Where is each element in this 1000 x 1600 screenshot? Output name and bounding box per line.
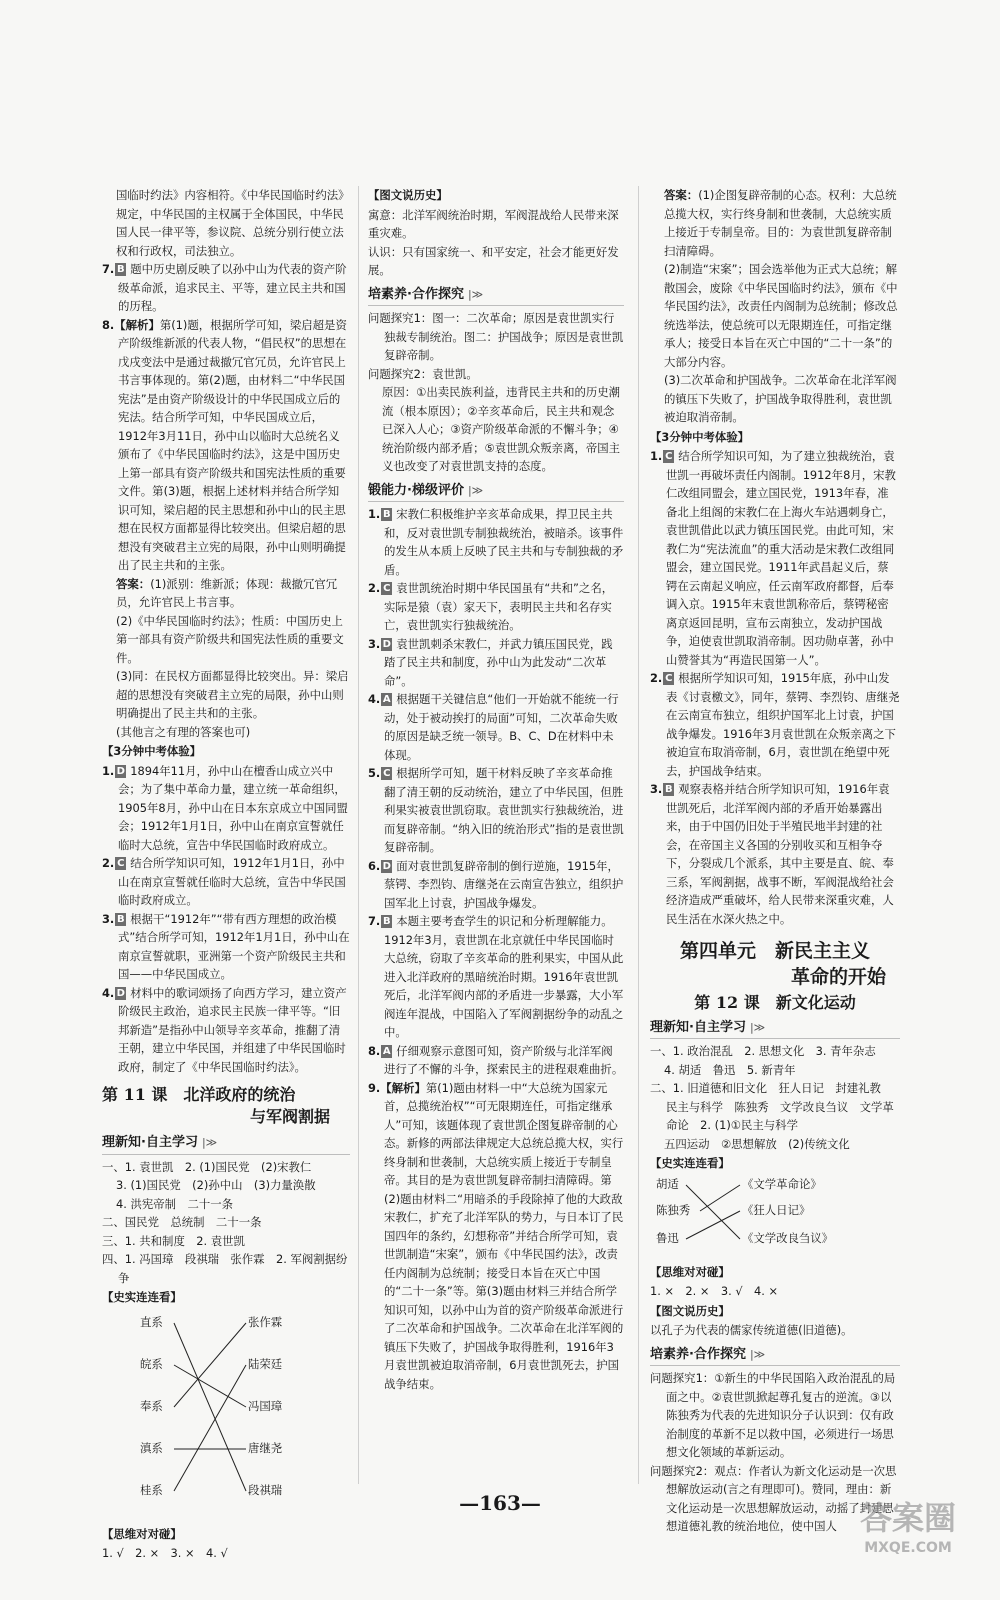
section-heading: 培素养·合作探究 |≫ bbox=[368, 286, 624, 307]
answer-line: 一、1. 政治混乱 2. 思想文化 3. 青年杂志 bbox=[650, 1044, 876, 1058]
section-heading: 锻能力·梯级评价 |≫ bbox=[368, 482, 624, 503]
column-middle bbox=[368, 186, 624, 1393]
lesson-title: 第 11 课 北洋政府的统治 与军阀割据 bbox=[102, 1085, 330, 1126]
answer-item: 7. B 本题主要考查学生的识记和分析理解能力。1912年3月，袁世凯在北京就任中华民国临时大总统，窃取了辛亥革命的胜利果实，中国从此进入北洋政府的黑暗统治时期。1916年袁世凯死后，北洋军阀内部的矛盾进一步暴露，大小军阀连年混战，中国陷入了军阀割据纷争的动乱之中。 bbox=[368, 914, 624, 1039]
answer-badge: B bbox=[116, 264, 125, 275]
answer-badge: C bbox=[665, 673, 673, 684]
column-divider bbox=[358, 186, 359, 1484]
match-left-item: 陈独秀 bbox=[656, 1202, 691, 1217]
answer-text: (3)同：在民权方面都显得比较突出。异：梁启超的思想没有突破君主立宪的局限，孙中山则明确提出了民主共和的主张。 bbox=[116, 669, 349, 720]
answer-text: 答案：(1)企图复辟帝制的心态。权利：大总统总揽大权，实行终身制和世袭制，大总统实质上接近于专制皇帝。目的：为袁世凯复辟帝制扫清障碍。 bbox=[664, 188, 897, 258]
answer-badge: A bbox=[382, 1045, 391, 1057]
paragraph: 问题探究1：图一：二次革命；原因是袁世凯实行独裁专制统治。图二：护国战争；原因是袁世凯复辟帝制。 bbox=[368, 311, 624, 362]
match-left-item: 桂系 bbox=[140, 1482, 163, 1497]
paragraph: 问题探究2：观点：作者认为新文化运动是一次思想解放运动(言之有理即可)。赞同，理由：新文化运动是一次思想解放运动，动摇了封建思想道德礼教的统治地位，使中国人 bbox=[650, 1463, 897, 1533]
paragraph: 问题探究1：①新生的中华民国陷入政治混乱的局面之中。②袁世凯掀起尊孔复古的逆流。③以陈独秀为代表的先进知识分子认识到：仅有政治制度的革新不足以救中国，必须进行一场思想文化领域的革新运动。 bbox=[650, 1371, 896, 1459]
matching-diagram bbox=[102, 1311, 350, 1521]
paragraph: 原因：①出卖民族利益，违背民主共和的历史潮流（根本原因）；②辛亥革命后，民主共和观念已深入人心；③资产阶级革命派的不懈斗争；④统治阶级内部矛盾；⑤袁世凯众叛亲离，帝国主义也改变了对袁世凯支持的态度。 bbox=[382, 385, 621, 473]
answer-item: 2. C 结合所学知识可知，1912年1月1日，孙中山在南京宣誓就任临时大总统，宣告中华民国临时政府成立。 bbox=[102, 856, 346, 907]
match-left-item: 奉系 bbox=[140, 1398, 163, 1413]
answer-line: 4. 洪宪帝制 二十一条 bbox=[116, 1196, 234, 1211]
answer-line: 三、1. 共和制度 2. 袁世凯 bbox=[102, 1233, 245, 1248]
answer-line: 四、1. 冯国璋 段祺瑞 张作霖 2. 军阀割据纷争 bbox=[102, 1252, 348, 1285]
answer-badge: C bbox=[665, 451, 673, 462]
answer-line: 二、国民党 总统制 二十一条 bbox=[102, 1215, 262, 1229]
answer-badge: B bbox=[382, 916, 391, 927]
answer-badge: B bbox=[664, 784, 673, 795]
answer-item: 1. B 宋教仁积极维护辛亥革命成果，捍卫民主共和，反对袁世凯专制独裁统治，被暗杀。该事件的发生从本质上反映了民主共和与专制独裁的矛盾。 bbox=[368, 507, 624, 577]
answer-item: 6. D 面对袁世凯复辟帝制的倒行逆施，1915年，蔡锷、李烈钧、唐继尧在云南宣告独立，组织护国军北上讨袁，护国战争爆发。 bbox=[368, 858, 624, 910]
answer-item: 2. C 袁世凯统治时期中华民国虽有“共和”之名，实际是猿（袁）家天下，表明民主共和名存实亡，袁世凯实行独裁统治。 bbox=[368, 581, 614, 632]
answer-text: (2)制造“宋案”；国会选举他为正式大总统；解散国会，废除《中华民国临时约法》，颁布《中华民国约法》，改责任内阁制为总统制；修改总统选举法，使总统可以无限期连任，可指定继承人；接受日本旨在灭亡中国的“二十一条”的大部分内容。 bbox=[664, 262, 898, 369]
match-left-item: 皖系 bbox=[140, 1356, 163, 1371]
column-divider bbox=[638, 186, 639, 1484]
section-tag: 【史实连连看】 bbox=[102, 1290, 182, 1304]
answer-item: 2. C 根据所学知识可知，1915年底，孙中山发表《讨袁檄文》，同年，蔡锷、李烈钧、唐继尧在云南宣布独立，组织护国军北上讨袁，护国战争爆发。1916年3月袁世凯在众叛亲离之下被迫宣布取消帝制，6月，袁世凯在绝望中死去，护国战争结束。 bbox=[650, 671, 900, 778]
answer-item: 4. D 材料中的歌词颂扬了向西方学习，建立资产阶级民主政治，追求民主民族一律平等。“旧邦新造”是指孙中山领导辛亥革命，推翻了清王朝，建立中华民国，并组建了中华民国临时政府，制定了《中华民国临时约法》。 bbox=[102, 985, 347, 1074]
answer-item: 1. D 1894年11月，孙中山在檀香山成立兴中会；为了集中革命力量，建立统一革命组织，1905年8月，孙中山在日本东京成立中国同盟会；1912年1月1日，孙中山在南京宣誓就任临时大总统，宣告中华民国临时政府成立。 bbox=[102, 763, 348, 852]
match-right-item: 《文学革命论》 bbox=[742, 1176, 822, 1191]
match-right-item: 《狂人日记》 bbox=[742, 1202, 811, 1217]
match-left-item: 直系 bbox=[140, 1314, 163, 1329]
answer-item: 8. A 仔细观察示意图可知，资产阶级与北洋军阀进行了不懈的斗争，探索民主的进程艰难曲折。 bbox=[368, 1043, 624, 1076]
answer-item: 5. C 根据所学可知，题干材料反映了辛亥革命推翻了清王朝的反动统治，建立了中华民国，但胜利果实被袁世凯窃取。袁世凯实行独裁统治，进而复辟帝制。“纳入旧的统治形式”指的是袁世凯复辟帝制。 bbox=[368, 766, 624, 854]
section-tag: 【图文说历史】 bbox=[650, 1303, 730, 1318]
section-tag: 【图文说历史】 bbox=[368, 188, 448, 202]
answer-text: (其他言之有理的答案也可) bbox=[116, 724, 251, 739]
answer-line: 1. √ 2. × 3. × 4. √ bbox=[102, 1546, 228, 1560]
match-right-item: 段祺瑞 bbox=[248, 1482, 283, 1497]
match-right-item: 冯国璋 bbox=[248, 1398, 283, 1413]
match-right-item: 陆荣廷 bbox=[248, 1356, 283, 1371]
answer-item: 3. D 袁世凯刺杀宋教仁，并武力镇压国民党，践踏了民主共和制度，孙中山为此发动“二次革命”。 bbox=[368, 636, 613, 688]
answer-item: 3. B 观察表格并结合所学知识可知，1916年袁世凯死后，北洋军阀内部的矛盾开始暴露出来，由于中国仍旧处于半殖民地半封建的社会，在帝国主义各国的分别收买和互相争夺下，分裂成几个派系，其中主要是直、皖、奉三系，军阀割据，战事不断，军阀混战给社会经济造成严重破坏，给人民带来深重灾难，人民生活在水深火热之中。 bbox=[650, 782, 894, 926]
match-left-item: 鲁迅 bbox=[656, 1230, 679, 1245]
answer-line: 五四运动 ②思想解放 (2)传统文化 bbox=[664, 1136, 850, 1151]
lesson-title: 第 12 课 新文化运动 bbox=[694, 993, 856, 1012]
watermark-logo: 答案圈 MXQE.COM bbox=[859, 1499, 956, 1556]
answer-item: 9.【解析】第(1)题由材料一中“大总统为国家元首，总揽统治权”“可无限期连任，可指定继承人”可知，该题体现了袁世凯企图复辟帝制的心态。新修的两部法律规定大总统总揽大权，实行终身制和世袭制，大总统实质上接近于专制皇帝。其目的是为袁世凯复辟帝制扫清障碍。第(2)题由材料二“用暗杀的手段除掉了他的大政敌宋教仁，扩充了北洋军队的势力，与日本订了民国四年的条约，幻想称帝”并结合所学可知，袁世凯制造“宋案”，颁布《中华民国约法》，改责任内阁制为总统制；接受日本旨在灭亡中国的“二十一条”等。第(3)题由材料三并结合所学知识可知，以孙中山为首的资产阶级革命派进行了二次革命和护国战争。二次革命在北洋军阀的镇压下失败了，护国战争取得胜利，1916年3月袁世凯被迫取消帝制，6月袁世凯死去，护国战争结束。 bbox=[368, 1080, 624, 1391]
section-tag: 【3分钟中考体验】 bbox=[102, 744, 202, 758]
answer-badge: D bbox=[116, 987, 125, 999]
paragraph: 国临时约法》内容相符。《中华民国临时约法》规定，中华民国的主权属于全体国民，中华民国人民一律平等，参议院、总统分别行使立法权和行政权，司法独立。 bbox=[116, 188, 350, 258]
answer-badge: C bbox=[117, 858, 125, 869]
match-left-item: 胡适 bbox=[656, 1176, 679, 1191]
answer-badge: D bbox=[382, 638, 391, 650]
paragraph: 问题探究2：袁世凯。 bbox=[368, 366, 478, 381]
answer-item: 3. B 根据干“1912年”“带有西方理想的政治模式”结合所学可知，1912年1月1日，孙中山在南京宣誓就职，亚洲第一个资产阶级民主共和国——中华民国成立。 bbox=[102, 911, 350, 981]
paragraph: 以孔子为代表的儒家传统道德(旧道德)。 bbox=[650, 1323, 853, 1337]
match-right-item: 《文学改良刍议》 bbox=[742, 1230, 834, 1245]
column-left bbox=[102, 186, 350, 1563]
answer-line: 一、1. 袁世凯 2. (1)国民党 (2)宋教仁 bbox=[102, 1159, 312, 1174]
answer-badge: C bbox=[383, 768, 391, 779]
answer-item: 8.【解析】第(1)题，根据所学可知，梁启超是资产阶级维新派的代表人物，“倡民权”的思想在戊戌变法中是通过裁撤冗官冗员，允许官民上书言事体现的。第(2)题，由材料二“中华民国宪法”是由资产阶级设计的中华民国成立后的宪法。结合所学可知，中华民国成立后，1912年3月11日，孙中山以临时大总统名义颁布了《中华民国临时约法》，这是中国历史上第一部具有资产阶级共和国宪法性质的重要文件。第(3)题，根据上述材料并结合所学知识可知，梁启超的民主思想和孙中山的民主思想在民权方面都显得比较突出。但梁启超的思想没有突破君主立宪的局限，孙中山则明确提出了民主共和的主张。 bbox=[102, 317, 347, 572]
section-tag: 【3分钟中考体验】 bbox=[650, 429, 750, 444]
paragraph: 寓意：北洋军阀统治时期，军阀混战给人民带来深重灾难。 bbox=[368, 207, 619, 240]
section-heading: 理新知·自主学习 |≫ bbox=[102, 1134, 350, 1155]
answer-item: 7. B 题中历史剧反映了以孙中山为代表的资产阶级革命派，追求民主、平等，建立民主共和国的历程。 bbox=[102, 262, 347, 313]
match-right-item: 张作霖 bbox=[248, 1314, 283, 1329]
section-tag: 【思维对对碰】 bbox=[650, 1264, 730, 1279]
section-tag: 【史实连连看】 bbox=[650, 1156, 730, 1170]
answer-line: 3. (1)国民党 (2)孙中山 (3)力量涣散 bbox=[116, 1178, 316, 1192]
answer-badge: A bbox=[382, 694, 391, 705]
matching-diagram bbox=[650, 1175, 900, 1261]
answer-text: (3)二次革命和护国战争。二次革命在北洋军阀的镇压下失败了，护国战争取得胜利，袁世凯被迫取消帝制。 bbox=[664, 373, 897, 424]
answer-badge: D bbox=[382, 860, 391, 872]
answer-line: 1. × 2. × 3. √ 4. × bbox=[650, 1284, 779, 1298]
answer-badge: C bbox=[383, 583, 391, 594]
answer-badge: B bbox=[382, 509, 391, 520]
section-heading: 培素养·合作探究 |≫ bbox=[650, 1346, 900, 1367]
match-right-item: 唐继尧 bbox=[248, 1440, 283, 1455]
answer-badge: B bbox=[116, 913, 125, 925]
answer-item: 4. A 根据题干关键信息“他们一开始就不能统一行动，处于被动挨打的局面”可知，二次革命失败的原因是缺乏统一领导。B、C、D在材料中未体现。 bbox=[368, 692, 619, 762]
answer-line: 二、1. 旧道德和旧文化 狂人日记 封建礼教 民主与科学 陈独秀 文学改良刍议 文学革命论 2. (1)①民主与科学 bbox=[650, 1081, 894, 1132]
paragraph: 认识：只有国家统一、和平安定，社会才能更好发展。 bbox=[368, 244, 619, 277]
answer-text: (2)《中华民国临时约法》；性质：中国历史上第一部具有资产阶级共和国宪法性质的重要文件。 bbox=[116, 613, 344, 665]
page-number: —163— bbox=[459, 1491, 541, 1515]
column-right bbox=[650, 186, 900, 1536]
section-tag: 【思维对对碰】 bbox=[102, 1526, 182, 1541]
section-heading: 理新知·自主学习 |≫ bbox=[650, 1019, 900, 1040]
match-left-item: 滇系 bbox=[140, 1440, 163, 1455]
unit-title: 第四单元 新民主主义 革命的开始 bbox=[679, 940, 886, 988]
answer-badge: D bbox=[116, 765, 125, 777]
answer-item: 1. C 结合所学知识可知，为了建立独裁统治，袁世凯一再破坏责任内阁制。1912年8月，宋教仁改组同盟会，建立国民党，1913年春，准备北上组阁的宋教仁在上海火车站遇刺身亡，袁世凯借此以武力镇压国民党。由此可知，宋教仁为“宪法流血”的重大活动是宋教仁改组同盟会，建立国民党。1911年武昌起义后，蔡锷在云南起义响应，任云南军政府都督，后奉调入京。1915年末袁世凯称帝后，蔡锷秘密离京返回昆明，宣布云南独立，发动护国战争，迫使袁世凯取消帝制。因功勋卓著，孙中山赞誉其为“再造民国第一人”。 bbox=[650, 449, 896, 667]
answer-text: 答案：(1)派别：维新派；体现：裁撤冗官冗员，允许官民上书言事。 bbox=[116, 576, 338, 609]
answer-line: 4. 胡适 鲁迅 5. 新青年 bbox=[664, 1062, 796, 1077]
